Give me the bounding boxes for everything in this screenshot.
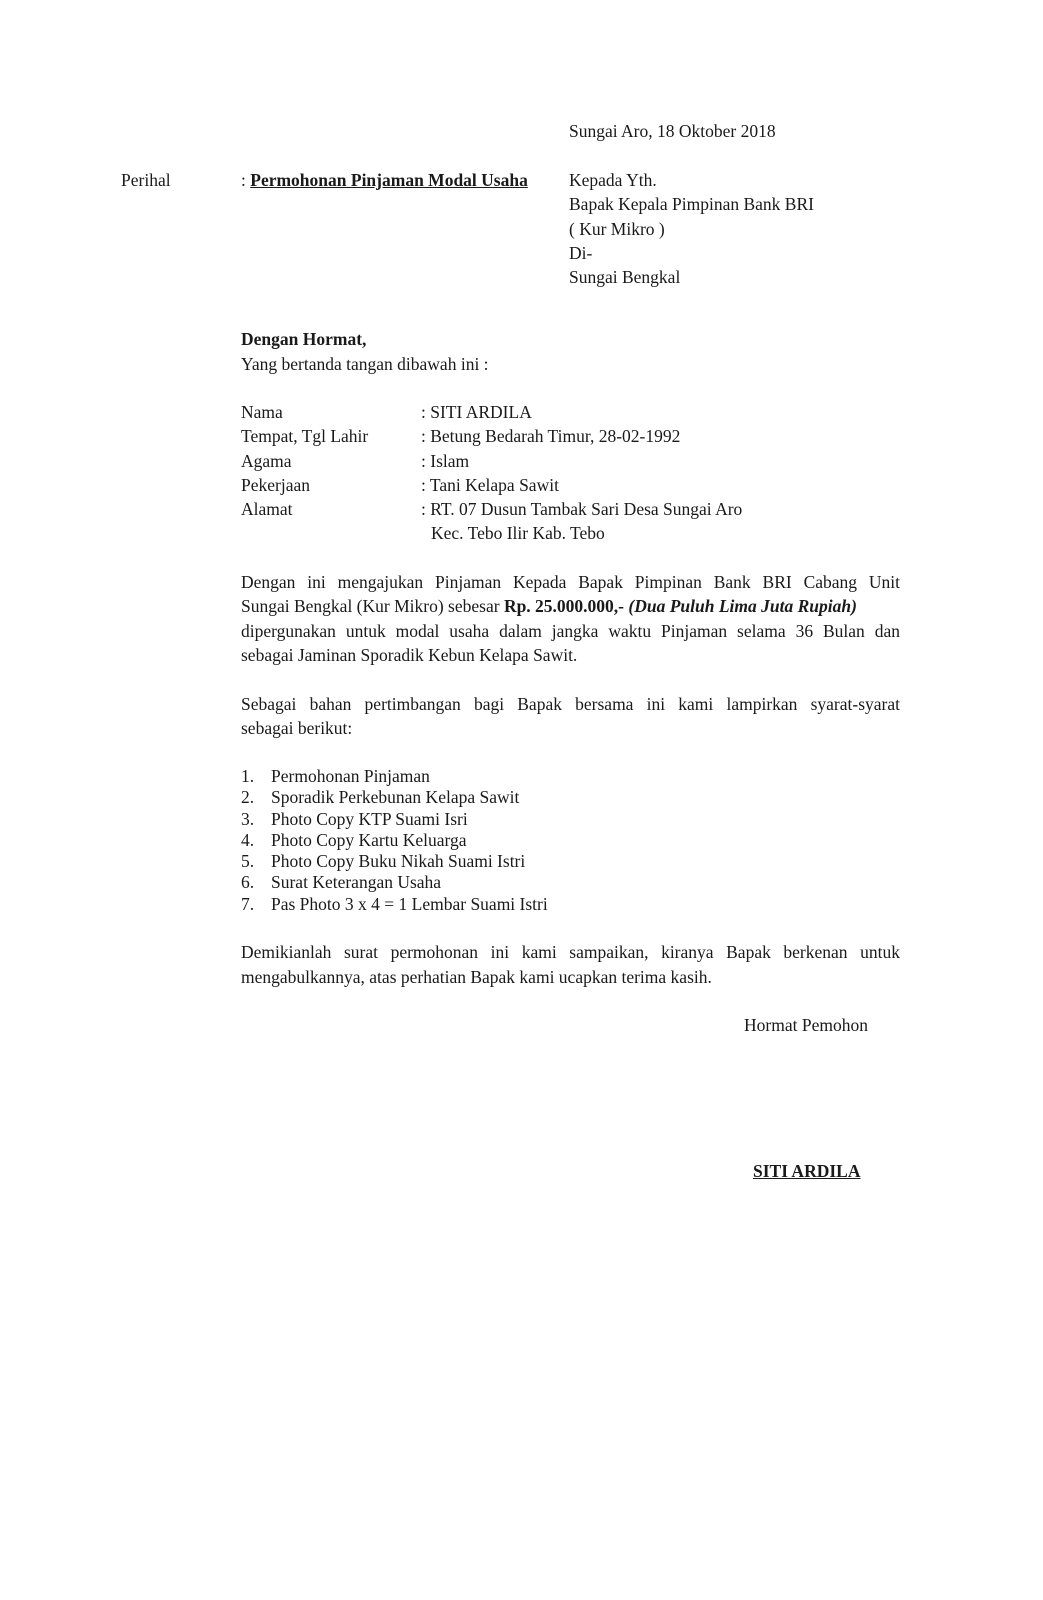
list-number: 2. — [241, 787, 255, 807]
place-date: Sungai Aro, 18 Oktober 2018 — [569, 121, 776, 141]
field-value: : Betung Bedarah Timur, 28-02-1992 — [421, 426, 681, 446]
paragraph1-line — [241, 595, 900, 617]
field-label: Agama — [241, 451, 292, 471]
field-value: : Tani Kelapa Sawit — [421, 475, 559, 495]
loan-amount-words: (Dua Puluh Lima Juta Rupiah) — [628, 596, 857, 616]
field-value-cont: Kec. Tebo Ilir Kab. Tebo — [431, 523, 605, 543]
field-value: : RT. 07 Dusun Tambak Sari Desa Sungai Aro — [421, 499, 743, 519]
list-number: 7. — [241, 894, 255, 914]
list-item: Photo Copy KTP Suami Isri — [271, 809, 468, 829]
field-label: Tempat, Tgl Lahir — [241, 426, 369, 446]
list-item: Sporadik Perkebunan Kelapa Sawit — [271, 787, 520, 807]
recipient-line: Bapak Kepala Pimpinan Bank BRI — [569, 194, 814, 214]
closing-line: mengabulkannya, atas perhatian Bapak kami ucapkan terima kasih. — [241, 967, 712, 987]
text: Sungai Bengkal (Kur Mikro) sebesar — [241, 596, 500, 616]
list-item: Photo Copy Buku Nikah Suami Istri — [271, 851, 526, 871]
list-number: 4. — [241, 830, 255, 850]
subject-label: Perihal — [121, 170, 171, 190]
field-label: Alamat — [241, 499, 293, 519]
closing-line: Demikianlah surat permohonan ini kami sampaikan, kiranya Bapak berkenan untuk — [241, 942, 900, 962]
field-label: Pekerjaan — [241, 475, 310, 495]
paragraph1-line: dipergunakan untuk modal usaha dalam jangka waktu Pinjaman selama 36 Bulan dan — [241, 621, 900, 641]
greeting: Dengan Hormat, — [241, 329, 367, 349]
recipient-line: Di- — [569, 243, 593, 263]
paragraph2-line: Sebagai bahan pertimbangan bagi Bapak bersama ini kami lampirkan syarat-syarat — [241, 694, 900, 714]
field-label: Nama — [241, 402, 283, 422]
list-number: 1. — [241, 766, 255, 786]
intro: Yang bertanda tangan dibawah ini : — [241, 354, 489, 374]
signer-name: SITI ARDILA — [753, 1161, 861, 1181]
signoff: Hormat Pemohon — [744, 1015, 868, 1035]
paragraph1-line: sebagai Jaminan Sporadik Kebun Kelapa Sawit. — [241, 645, 578, 665]
subject-value: Permohonan Pinjaman Modal Usaha — [250, 170, 528, 190]
list-number: 6. — [241, 872, 255, 892]
subject-colon: : — [241, 170, 246, 190]
list-item: Pas Photo 3 x 4 = 1 Lembar Suami Istri — [271, 894, 548, 914]
paragraph1-line: Dengan ini mengajukan Pinjaman Kepada Bapak Pimpinan Bank BRI Cabang Unit — [241, 572, 900, 592]
list-number: 5. — [241, 851, 255, 871]
list-item: Permohonan Pinjaman — [271, 766, 430, 786]
recipient-line: ( Kur Mikro ) — [569, 219, 665, 239]
recipient-line: Sungai Bengkal — [569, 267, 681, 287]
field-value: : SITI ARDILA — [421, 402, 532, 422]
list-item: Surat Keterangan Usaha — [271, 872, 442, 892]
list-item: Photo Copy Kartu Keluarga — [271, 830, 467, 850]
loan-amount: Rp. 25.000.000,- — [503, 596, 625, 616]
subject — [241, 169, 528, 191]
field-value: : Islam — [421, 451, 470, 471]
paragraph2-line: sebagai berikut: — [241, 718, 353, 738]
recipient-line: Kepada Yth. — [569, 170, 657, 190]
list-number: 3. — [241, 809, 255, 829]
